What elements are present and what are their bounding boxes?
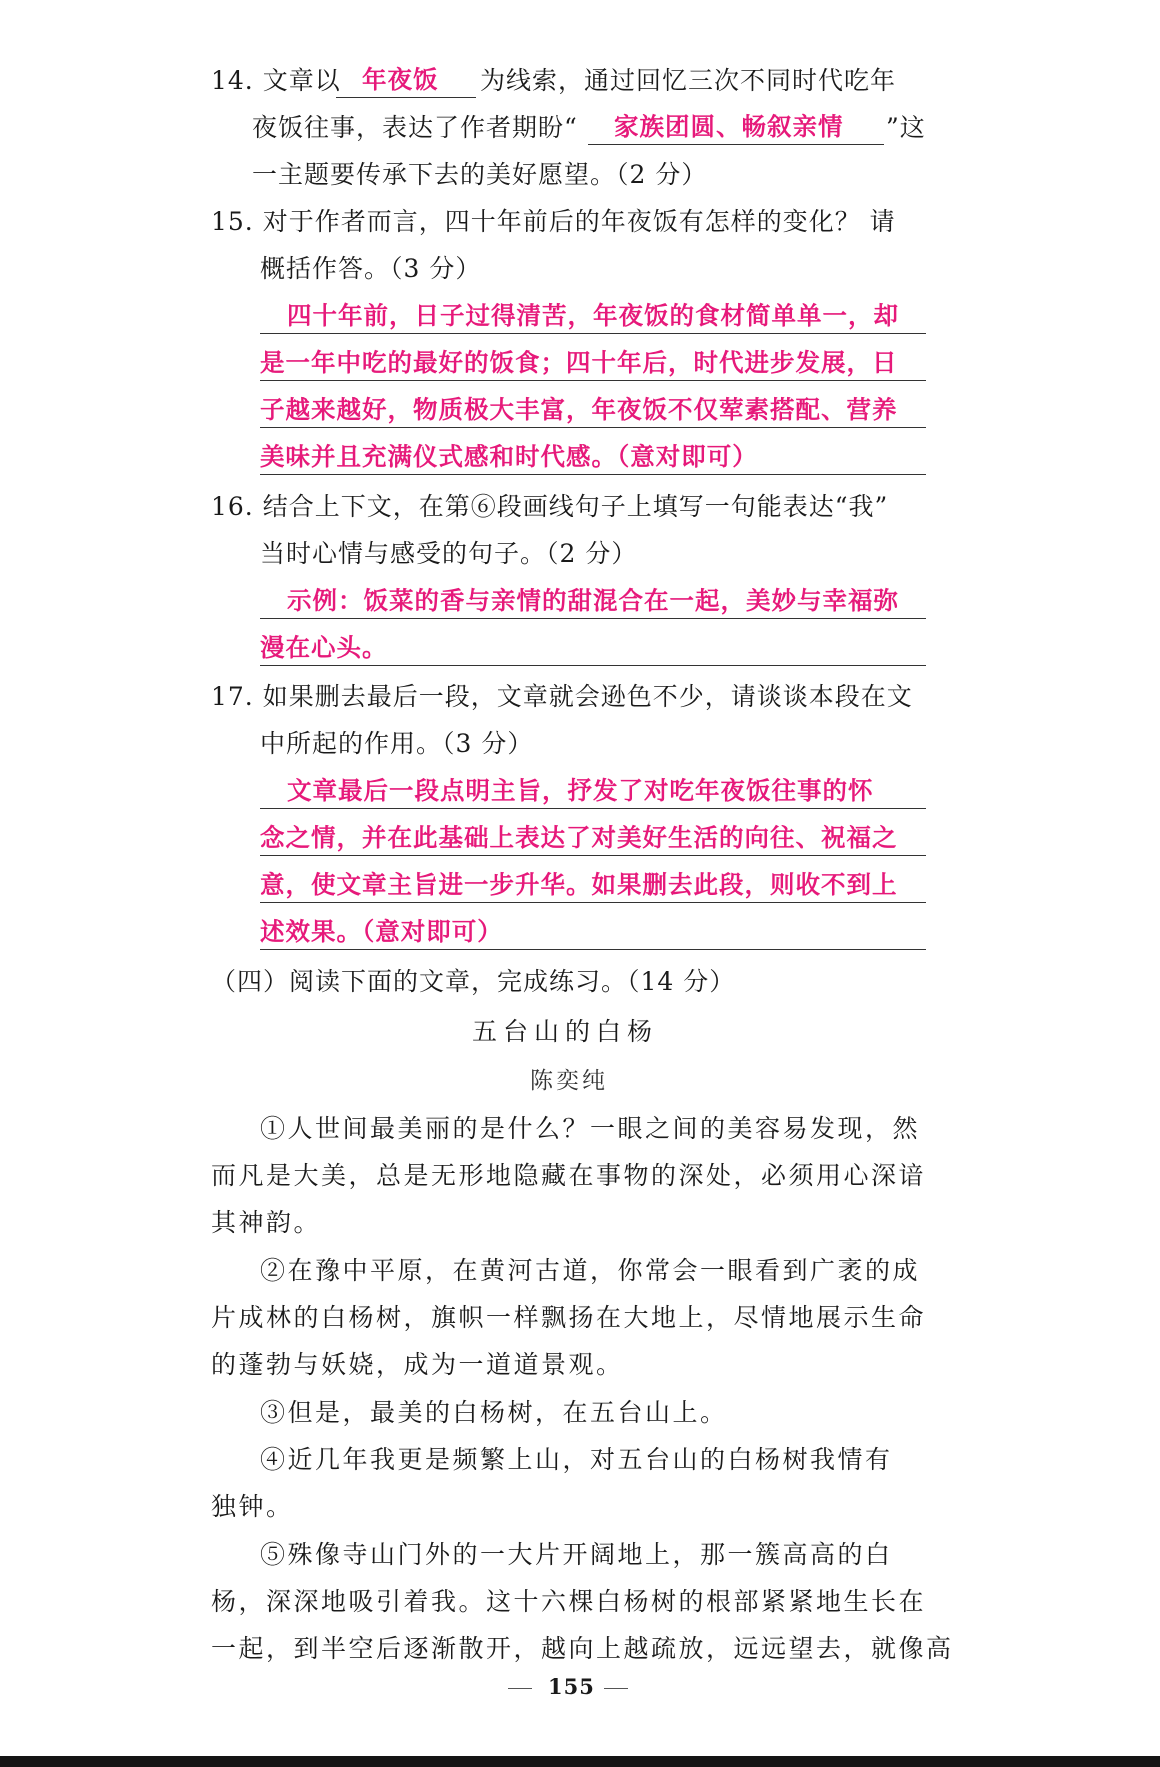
article-line-3: 其神韵。: [211, 1208, 322, 1237]
q14-line2-pre: 夜饭往事，表达了作者期盼“: [252, 113, 578, 142]
q16-answer-underline-2: [260, 665, 926, 666]
article-line-10: ⑤殊像寺山门外的一大片开阔地上，那一簇高高的白: [260, 1540, 893, 1569]
article-line-7: ③但是，最美的白杨树，在五台山上。: [260, 1398, 728, 1427]
q17-answer-line-3: 意，使文章主旨进一步升华。如果删去此段，则收不到上: [260, 870, 898, 899]
article-line-5: 片成林的白杨树，旗帜一样飘扬在大地上，尽情地展示生命: [211, 1303, 927, 1332]
q15-answer-underline-2: [260, 380, 926, 381]
q14-line1-post: 为线索，通过回忆三次不同时代吃年: [480, 66, 897, 95]
q17-answer-underline-1: [260, 808, 926, 809]
q17-answer-line-4: 述效果。（意对即可）: [260, 917, 503, 946]
q17-line1: 17. 如果删去最后一段，文章就会逊色不少，请谈谈本段在文: [211, 682, 913, 711]
q16-answer-line-1: 示例：饭菜的香与亲情的甜混合在一起，美妙与幸福弥: [287, 586, 899, 615]
q15-answer-underline-4: [260, 474, 926, 475]
q15-answer-line-4: 美味并且充满仪式感和时代感。（意对即可）: [260, 442, 758, 471]
section4-heading: （四）阅读下面的文章，完成练习。（14 分）: [211, 967, 736, 996]
q17-line2: 中所起的作用。（3 分）: [260, 729, 534, 758]
q16-line1: 16. 结合上下文，在第⑥段画线句子上填写一句能表达“我”: [211, 492, 889, 521]
q15-answer-line-3: 子越来越好，物质极大丰富，年夜饭不仅荤素搭配、营养: [260, 395, 898, 424]
q15-answer-underline-3: [260, 427, 926, 428]
page-number-dash-left: [508, 1688, 532, 1689]
q14-answer2: 家族团圆、畅叙亲情: [614, 112, 844, 141]
q14-blank2-underline: [588, 144, 884, 145]
q14-line1-pre: 14. 文章以: [211, 66, 341, 95]
q14-line2-post: ”这: [886, 113, 926, 142]
page-number: 155: [548, 1674, 595, 1699]
q14-answer1: 年夜饭: [362, 65, 439, 94]
article-line-6: 的蓬勃与妖娆，成为一道道景观。: [211, 1350, 624, 1379]
q16-answer-underline-1: [260, 618, 926, 619]
q15-line2: 概括作答。（3 分）: [260, 254, 482, 283]
article-author: 陈奕纯: [530, 1068, 608, 1094]
article-line-8: ④近几年我更是频繁上山，对五台山的白杨树我情有: [260, 1445, 893, 1474]
article-line-11: 杨，深深地吸引着我。这十六棵白杨树的根部紧紧地生长在: [211, 1587, 927, 1616]
bottom-edge-bar: [0, 1756, 1160, 1767]
q17-answer-line-1: 文章最后一段点明主旨，抒发了对吃年夜饭往事的怀: [287, 776, 874, 805]
q17-answer-underline-3: [260, 902, 926, 903]
q16-line2: 当时心情与感受的句子。（2 分）: [260, 539, 638, 568]
q15-answer-line-2: 是一年中吃的最好的饭食；四十年后，时代进步发展，日: [260, 348, 898, 377]
q16-answer-line-2: 漫在心头。: [260, 633, 388, 662]
q17-answer-underline-2: [260, 855, 926, 856]
article-line-12: 一起，到半空后逐渐散开，越向上越疏放，远远望去，就像高: [211, 1634, 954, 1663]
q17-answer-underline-4: [260, 949, 926, 950]
q14-blank1-underline: [336, 97, 476, 98]
q15-answer-line-1: 四十年前，日子过得清苦，年夜饭的食材简单单一，却: [287, 301, 899, 330]
q15-answer-underline-1: [260, 333, 926, 334]
article-title: 五台山的白杨: [472, 1017, 659, 1046]
article-line-2: 而凡是大美，总是无形地隐藏在事物的深处，必须用心深谙: [211, 1161, 927, 1190]
q15-line1: 15. 对于作者而言，四十年前后的年夜饭有怎样的变化？ 请: [211, 207, 896, 236]
article-line-4: ②在豫中平原，在黄河古道，你常会一眼看到广袤的成: [260, 1256, 921, 1285]
article-line-9: 独钟。: [211, 1492, 294, 1521]
page-number-dash-right: [604, 1688, 628, 1689]
q17-answer-line-2: 念之情，并在此基础上表达了对美好生活的向往、祝福之: [260, 823, 898, 852]
q14-line3: 一主题要传承下去的美好愿望。（2 分）: [252, 160, 708, 189]
article-line-1: ①人世间最美丽的是什么？一眼之间的美容易发现，然: [260, 1114, 921, 1143]
